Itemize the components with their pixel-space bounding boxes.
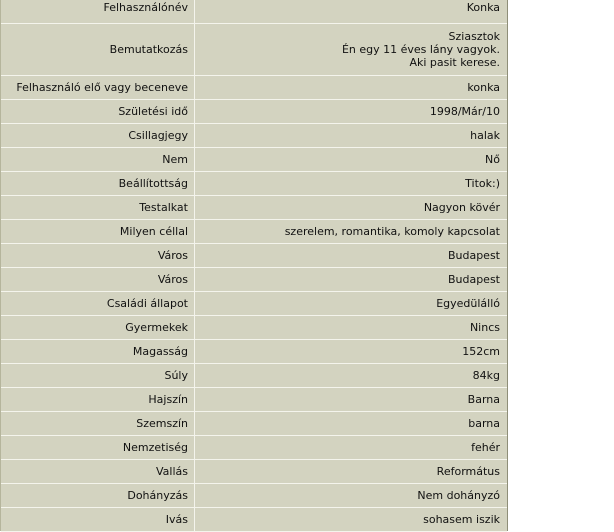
- profile-row-children: [1, 316, 507, 340]
- row-value: [195, 292, 507, 315]
- value-line: Nincs: [469, 321, 500, 334]
- row-value: [195, 412, 507, 435]
- value-line: Sziasztok: [448, 30, 500, 43]
- profile-row-gender: [1, 148, 507, 172]
- row-value: [195, 100, 507, 123]
- row-label: Bemutatkozás: [1, 24, 195, 75]
- row-value: [195, 196, 507, 219]
- row-value: [195, 172, 507, 195]
- row-value: [195, 316, 507, 339]
- row-label: Felhasználónév: [1, 0, 195, 23]
- value-line: Nem dohányzó: [417, 489, 500, 502]
- profile-row-city: [1, 268, 507, 292]
- value-line: konka: [467, 81, 500, 94]
- row-label: Súly: [1, 364, 195, 387]
- row-value: [195, 364, 507, 387]
- value-line: Titok:): [465, 177, 500, 190]
- row-value: [195, 0, 507, 23]
- value-line: fehér: [471, 441, 500, 454]
- row-label: Nem: [1, 148, 195, 171]
- row-label: Beállítottság: [1, 172, 195, 195]
- profile-row-height: [1, 340, 507, 364]
- row-label: Családi állapot: [1, 292, 195, 315]
- row-label: Gyermekek: [1, 316, 195, 339]
- value-line: Aki pasit kerese.: [409, 56, 500, 69]
- profile-row-username: [1, 0, 507, 24]
- profile-row-eye-color: [1, 412, 507, 436]
- profile-row-birth-date: [1, 100, 507, 124]
- row-label: Dohányzás: [1, 484, 195, 507]
- row-label: Felhasználó elő vagy beceneve: [1, 76, 195, 99]
- profile-row-body-type: [1, 196, 507, 220]
- row-label: Születési idő: [1, 100, 195, 123]
- value-line: 84kg: [472, 369, 500, 382]
- row-label: Vallás: [1, 460, 195, 483]
- row-value: [195, 340, 507, 363]
- row-label: Nemzetiség: [1, 436, 195, 459]
- profile-row-nickname: [1, 76, 507, 100]
- value-line: barna: [468, 417, 500, 430]
- row-value: [195, 76, 507, 99]
- row-label: Magasság: [1, 340, 195, 363]
- value-line: Budapest: [447, 249, 500, 262]
- profile-row-marital-status: [1, 292, 507, 316]
- value-line: Nő: [485, 153, 500, 166]
- row-label: Szemszín: [1, 412, 195, 435]
- value-line: halak: [470, 129, 500, 142]
- row-value: [195, 388, 507, 411]
- row-label: Város: [1, 244, 195, 267]
- row-value: [195, 460, 507, 483]
- profile-row-purpose: [1, 220, 507, 244]
- row-label: Testalkat: [1, 196, 195, 219]
- row-value: [195, 244, 507, 267]
- profile-row-smoking: [1, 484, 507, 508]
- value-line: Barna: [467, 393, 500, 406]
- value-line: Nagyon kövér: [423, 201, 500, 214]
- profile-row-hair-color: [1, 388, 507, 412]
- row-value: [195, 508, 507, 531]
- value-line: szerelem, romantika, komoly kapcsolat: [284, 225, 500, 238]
- value-line: Konka: [466, 1, 500, 14]
- row-value: [195, 220, 507, 243]
- row-label: Milyen céllal: [1, 220, 195, 243]
- profile-row-introduction: [1, 24, 507, 76]
- row-value: [195, 436, 507, 459]
- profile-row-city: [1, 244, 507, 268]
- row-value: [195, 124, 507, 147]
- profile-row-nationality: [1, 436, 507, 460]
- value-line: Egyedülálló: [436, 297, 500, 310]
- value-line: 1998/Már/10: [429, 105, 500, 118]
- row-value: [195, 268, 507, 291]
- value-line: Én egy 11 éves lány vagyok.: [341, 43, 500, 56]
- value-line: Református: [436, 465, 500, 478]
- row-value: [195, 24, 507, 75]
- value-line: 152cm: [462, 345, 500, 358]
- row-label: Város: [1, 268, 195, 291]
- row-value: [195, 148, 507, 171]
- row-value: [195, 484, 507, 507]
- profile-row-weight: [1, 364, 507, 388]
- profile-row-religion: [1, 460, 507, 484]
- profile-row-drinking: [1, 508, 507, 532]
- row-label: Csillagjegy: [1, 124, 195, 147]
- row-label: Ivás: [1, 508, 195, 531]
- row-label: Hajszín: [1, 388, 195, 411]
- value-line: Budapest: [447, 273, 500, 286]
- value-line: sohasem iszik: [423, 513, 500, 526]
- profile-row-orientation: [1, 172, 507, 196]
- profile-row-zodiac: [1, 124, 507, 148]
